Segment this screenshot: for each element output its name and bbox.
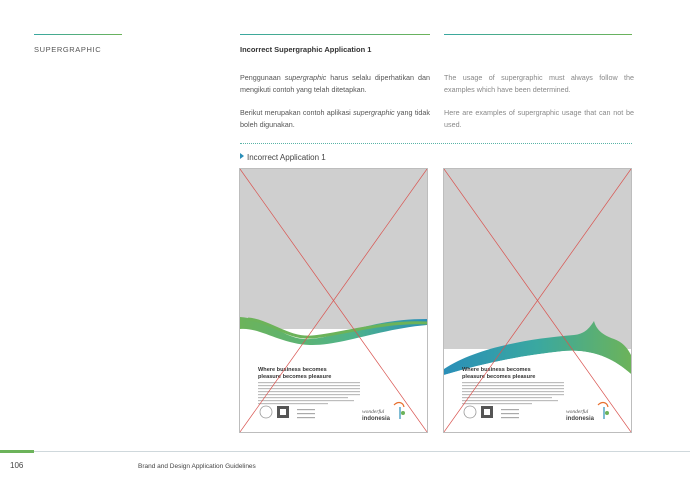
photo-placeholder [240, 169, 427, 329]
footer-document-title: Brand and Design Application Guidelines [138, 463, 256, 470]
page-number: 106 [10, 461, 24, 470]
indonesian-paragraph-1: Penggunaan supergraphic harus selalu diperhatikan dan mengikuti contoh yang telah ditetapkan. [240, 73, 430, 94]
brand-wordmark-top: wonderful [362, 409, 385, 415]
triangle-bullet-icon [240, 153, 244, 159]
footer-rule [0, 451, 690, 452]
header-rule-right [444, 34, 632, 35]
photo-placeholder [444, 169, 631, 349]
header-rule-left [34, 34, 122, 35]
poster-headline-2: pleasure becomes pleasure [258, 374, 332, 380]
indonesian-text-column [240, 72, 430, 142]
english-paragraph-2: Here are examples of supergraphic usage that can not be used. [444, 108, 634, 129]
english-text-column [444, 72, 634, 142]
indonesian-paragraph-2: Berikut merupakan contoh aplikasi supergraphic yang tidak boleh digunakan. [240, 108, 431, 129]
section-label: SUPERGRAPHIC [34, 45, 102, 54]
brand-wordmark-top: wonderful [566, 409, 589, 415]
page-title: Incorrect Supergraphic Application 1 [240, 45, 372, 54]
poster-headline-1: Where business becomes [258, 367, 327, 373]
english-paragraph-1: The usage of supergraphic must always follow the examples which have been determined. [444, 73, 634, 94]
brand-wordmark-bottom: indonesia [566, 416, 595, 422]
poster-headline-1: Where business becomes [462, 367, 531, 373]
poster-example-2 [443, 168, 632, 433]
brand-wordmark-bottom: indonesia [362, 416, 391, 422]
subheading: Incorrect Application 1 [240, 153, 326, 162]
poster-headline-2: pleasure becomes pleasure [462, 374, 536, 380]
header-rule-middle [240, 34, 430, 35]
poster-example-1 [239, 168, 428, 433]
dotted-divider [240, 143, 632, 144]
footer-accent-bar [0, 450, 34, 453]
